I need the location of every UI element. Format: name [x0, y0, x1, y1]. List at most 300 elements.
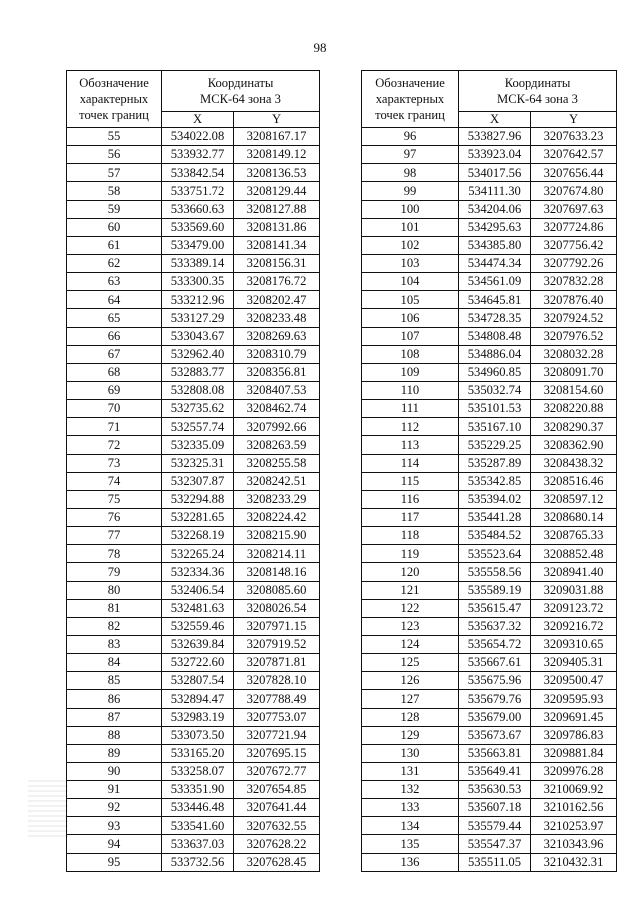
point-number-cell: 84 [67, 654, 162, 672]
point-number-cell: 88 [67, 726, 162, 744]
table-row [67, 291, 320, 309]
y-coordinate-cell: 3210253.97 [531, 817, 617, 835]
y-coordinate-cell: 3208407.53 [234, 381, 320, 399]
y-coordinate-cell: 3207753.07 [234, 708, 320, 726]
coordinates-table-left [66, 70, 320, 872]
point-number-cell: 78 [67, 545, 162, 563]
y-coordinate-cell: 3209405.31 [531, 654, 617, 672]
point-number-cell: 97 [362, 146, 459, 164]
y-coordinate-cell: 3208941.40 [531, 563, 617, 581]
table-row [67, 128, 320, 146]
table-row [67, 853, 320, 871]
y-coordinate-cell: 3207632.55 [234, 817, 320, 835]
x-coordinate-cell: 532807.54 [162, 672, 234, 690]
point-number-cell: 57 [67, 164, 162, 182]
x-coordinate-cell: 533127.29 [162, 309, 234, 327]
x-coordinate-cell: 534960.85 [459, 363, 531, 381]
header-coord-line: Координаты [207, 75, 274, 90]
x-coordinate-cell: 535342.85 [459, 472, 531, 490]
point-number-cell: 83 [67, 635, 162, 653]
y-coordinate-cell: 3210343.96 [531, 835, 617, 853]
table-row [67, 218, 320, 236]
table-row [362, 545, 617, 563]
point-number-cell: 81 [67, 599, 162, 617]
x-coordinate-cell: 534561.09 [459, 273, 531, 291]
y-coordinate-cell: 3208127.88 [234, 200, 320, 218]
y-coordinate-cell: 3208233.29 [234, 490, 320, 508]
x-coordinate-cell: 533351.90 [162, 781, 234, 799]
x-coordinate-cell: 534022.08 [162, 128, 234, 146]
point-number-cell: 124 [362, 635, 459, 653]
point-number-cell: 56 [67, 146, 162, 164]
x-coordinate-cell: 533300.35 [162, 273, 234, 291]
point-number-cell: 82 [67, 617, 162, 635]
point-number-cell: 96 [362, 128, 459, 146]
point-number-cell: 131 [362, 762, 459, 780]
point-number-cell: 95 [67, 853, 162, 871]
point-number-cell: 110 [362, 381, 459, 399]
point-number-cell: 59 [67, 200, 162, 218]
y-coordinate-cell: 3208202.47 [234, 291, 320, 309]
y-coordinate-cell: 3208310.79 [234, 345, 320, 363]
header-coord-line: Координаты [504, 75, 571, 90]
x-coordinate-cell: 532481.63 [162, 599, 234, 617]
x-coordinate-cell: 533446.48 [162, 799, 234, 817]
header-label-line: характерных [375, 92, 445, 106]
x-column-header: X [459, 111, 531, 127]
point-number-cell: 68 [67, 363, 162, 381]
x-coordinate-cell: 534808.48 [459, 327, 531, 345]
point-number-cell: 109 [362, 363, 459, 381]
table-row [67, 273, 320, 291]
y-coordinate-cell: 3209500.47 [531, 672, 617, 690]
point-number-cell: 111 [362, 400, 459, 418]
y-coordinate-cell: 3209976.28 [531, 762, 617, 780]
table-row [362, 762, 617, 780]
x-coordinate-cell: 535649.41 [459, 762, 531, 780]
x-coordinate-cell: 535441.28 [459, 508, 531, 526]
point-number-cell: 85 [67, 672, 162, 690]
point-number-cell: 62 [67, 254, 162, 272]
y-coordinate-cell: 3207792.26 [531, 254, 617, 272]
y-coordinate-cell: 3208149.12 [234, 146, 320, 164]
point-number-cell: 65 [67, 309, 162, 327]
x-coordinate-cell: 533165.20 [162, 744, 234, 762]
y-coordinate-cell: 3208852.48 [531, 545, 617, 563]
table-row [67, 200, 320, 218]
x-coordinate-cell: 533479.00 [162, 236, 234, 254]
point-number-cell: 79 [67, 563, 162, 581]
y-coordinate-cell: 3208141.34 [234, 236, 320, 254]
table-row [362, 581, 617, 599]
y-coordinate-cell: 3208220.88 [531, 400, 617, 418]
x-coordinate-cell: 532281.65 [162, 508, 234, 526]
point-number-cell: 76 [67, 508, 162, 526]
x-coordinate-cell: 532268.19 [162, 527, 234, 545]
point-number-cell: 112 [362, 418, 459, 436]
point-number-cell: 129 [362, 726, 459, 744]
scan-artifact [28, 780, 68, 840]
point-number-cell: 135 [362, 835, 459, 853]
x-coordinate-cell: 533932.77 [162, 146, 234, 164]
table-row [362, 708, 617, 726]
x-coordinate-cell: 532559.46 [162, 617, 234, 635]
x-coordinate-cell: 533212.96 [162, 291, 234, 309]
y-coordinate-cell: 3210432.31 [531, 853, 617, 871]
header-label-line: Обозначение [375, 76, 445, 90]
x-coordinate-cell: 532883.77 [162, 363, 234, 381]
table-row [67, 345, 320, 363]
point-number-cell: 63 [67, 273, 162, 291]
point-number-cell: 61 [67, 236, 162, 254]
x-coordinate-cell: 534728.35 [459, 309, 531, 327]
point-number-cell: 114 [362, 454, 459, 472]
point-number-cell: 75 [67, 490, 162, 508]
point-number-cell: 133 [362, 799, 459, 817]
table-row [362, 472, 617, 490]
point-number-cell: 60 [67, 218, 162, 236]
table-row [362, 654, 617, 672]
x-coordinate-cell: 535673.67 [459, 726, 531, 744]
table-row [362, 164, 617, 182]
point-number-cell: 74 [67, 472, 162, 490]
table-row [67, 654, 320, 672]
table-row [362, 146, 617, 164]
point-number-cell: 101 [362, 218, 459, 236]
point-label-header [67, 71, 162, 128]
table-row [67, 400, 320, 418]
y-coordinate-cell: 3207828.10 [234, 672, 320, 690]
x-coordinate-cell: 535637.32 [459, 617, 531, 635]
y-coordinate-cell: 3208680.14 [531, 508, 617, 526]
point-number-cell: 121 [362, 581, 459, 599]
x-coordinate-cell: 535484.52 [459, 527, 531, 545]
x-coordinate-cell: 535607.18 [459, 799, 531, 817]
point-number-cell: 104 [362, 273, 459, 291]
y-coordinate-cell: 3208131.86 [234, 218, 320, 236]
point-number-cell: 67 [67, 345, 162, 363]
point-number-cell: 69 [67, 381, 162, 399]
x-coordinate-cell: 533732.56 [162, 853, 234, 871]
y-coordinate-cell: 3208269.63 [234, 327, 320, 345]
y-coordinate-cell: 3207628.22 [234, 835, 320, 853]
point-number-cell: 99 [362, 182, 459, 200]
table-row [67, 309, 320, 327]
y-column-header: Y [531, 111, 617, 127]
table-row [362, 617, 617, 635]
point-number-cell: 125 [362, 654, 459, 672]
x-coordinate-cell: 533842.54 [162, 164, 234, 182]
y-coordinate-cell: 3207672.77 [234, 762, 320, 780]
point-number-cell: 89 [67, 744, 162, 762]
x-coordinate-cell: 535679.76 [459, 690, 531, 708]
x-coordinate-cell: 534017.56 [459, 164, 531, 182]
x-coordinate-cell: 535675.96 [459, 672, 531, 690]
x-column-header: X [162, 111, 234, 127]
table-row [362, 490, 617, 508]
point-number-cell: 72 [67, 436, 162, 454]
x-coordinate-cell: 532325.31 [162, 454, 234, 472]
table-row [362, 563, 617, 581]
y-coordinate-cell: 3208597.12 [531, 490, 617, 508]
y-coordinate-cell: 3208154.60 [531, 381, 617, 399]
table-row [67, 617, 320, 635]
point-label-header [362, 71, 459, 128]
table-row [67, 744, 320, 762]
x-coordinate-cell: 532983.19 [162, 708, 234, 726]
header-label-line: точек границ [375, 108, 445, 122]
y-coordinate-cell: 3208290.37 [531, 418, 617, 436]
x-coordinate-cell: 535394.02 [459, 490, 531, 508]
y-coordinate-cell: 3208255.58 [234, 454, 320, 472]
point-number-cell: 117 [362, 508, 459, 526]
header-label-line: точек границ [79, 108, 149, 122]
y-coordinate-cell: 3209881.84 [531, 744, 617, 762]
table-row [67, 672, 320, 690]
header-label-line: Обозначение [79, 76, 149, 90]
table-row [362, 218, 617, 236]
x-coordinate-cell: 533827.96 [459, 128, 531, 146]
table-row [67, 708, 320, 726]
x-coordinate-cell: 535589.19 [459, 581, 531, 599]
table-row [67, 254, 320, 272]
table-row [67, 581, 320, 599]
y-coordinate-cell: 3208765.33 [531, 527, 617, 545]
point-number-cell: 136 [362, 853, 459, 871]
x-coordinate-cell: 532294.88 [162, 490, 234, 508]
x-coordinate-cell: 534385.80 [459, 236, 531, 254]
x-coordinate-cell: 535679.00 [459, 708, 531, 726]
x-coordinate-cell: 535167.10 [459, 418, 531, 436]
table-row [67, 164, 320, 182]
y-coordinate-cell: 3209031.88 [531, 581, 617, 599]
x-coordinate-cell: 532307.87 [162, 472, 234, 490]
point-number-cell: 86 [67, 690, 162, 708]
x-coordinate-cell: 535287.89 [459, 454, 531, 472]
y-coordinate-cell: 3207654.85 [234, 781, 320, 799]
table-row [362, 273, 617, 291]
table-row [362, 363, 617, 381]
x-coordinate-cell: 535229.25 [459, 436, 531, 454]
y-coordinate-cell: 3207788.49 [234, 690, 320, 708]
y-coordinate-cell: 3208242.51 [234, 472, 320, 490]
x-coordinate-cell: 535558.56 [459, 563, 531, 581]
point-number-cell: 108 [362, 345, 459, 363]
point-number-cell: 102 [362, 236, 459, 254]
point-number-cell: 119 [362, 545, 459, 563]
y-coordinate-cell: 3208224.42 [234, 508, 320, 526]
y-coordinate-cell: 3208214.11 [234, 545, 320, 563]
x-coordinate-cell: 534204.06 [459, 200, 531, 218]
table-row [67, 726, 320, 744]
y-coordinate-cell: 3208167.17 [234, 128, 320, 146]
table-row [67, 381, 320, 399]
table-row [362, 436, 617, 454]
y-coordinate-cell: 3208129.44 [234, 182, 320, 200]
x-coordinate-cell: 532962.40 [162, 345, 234, 363]
x-coordinate-cell: 534111.30 [459, 182, 531, 200]
x-coordinate-cell: 532335.09 [162, 436, 234, 454]
point-number-cell: 118 [362, 527, 459, 545]
x-coordinate-cell: 535032.74 [459, 381, 531, 399]
table-row [67, 599, 320, 617]
x-coordinate-cell: 532334.36 [162, 563, 234, 581]
y-coordinate-cell: 3209786.83 [531, 726, 617, 744]
point-number-cell: 77 [67, 527, 162, 545]
table-row [67, 762, 320, 780]
header-coord-line: МСК-64 зона 3 [497, 91, 578, 106]
y-coordinate-cell: 3207976.52 [531, 327, 617, 345]
x-coordinate-cell: 532265.24 [162, 545, 234, 563]
x-coordinate-cell: 532639.84 [162, 635, 234, 653]
y-coordinate-cell: 3207721.94 [234, 726, 320, 744]
x-coordinate-cell: 533043.67 [162, 327, 234, 345]
header-label-line: характерных [79, 92, 149, 106]
point-number-cell: 106 [362, 309, 459, 327]
table-row [362, 128, 617, 146]
point-number-cell: 107 [362, 327, 459, 345]
coordinates-header [459, 71, 617, 112]
y-coordinate-cell: 3209691.45 [531, 708, 617, 726]
table-row [67, 799, 320, 817]
x-coordinate-cell: 532735.62 [162, 400, 234, 418]
point-number-cell: 127 [362, 690, 459, 708]
y-coordinate-cell: 3208362.90 [531, 436, 617, 454]
y-coordinate-cell: 3210162.56 [531, 799, 617, 817]
y-coordinate-cell: 3207697.63 [531, 200, 617, 218]
y-coordinate-cell: 3207992.66 [234, 418, 320, 436]
y-coordinate-cell: 3208026.54 [234, 599, 320, 617]
y-coordinate-cell: 3207641.44 [234, 799, 320, 817]
x-coordinate-cell: 535523.64 [459, 545, 531, 563]
table-row [67, 527, 320, 545]
x-coordinate-cell: 535654.72 [459, 635, 531, 653]
x-coordinate-cell: 533073.50 [162, 726, 234, 744]
point-number-cell: 92 [67, 799, 162, 817]
page-number: 98 [313, 40, 327, 55]
point-number-cell: 64 [67, 291, 162, 309]
x-coordinate-cell: 533541.60 [162, 817, 234, 835]
table-row [67, 327, 320, 345]
x-coordinate-cell: 533660.63 [162, 200, 234, 218]
x-coordinate-cell: 533637.03 [162, 835, 234, 853]
x-coordinate-cell: 535101.53 [459, 400, 531, 418]
point-number-cell: 71 [67, 418, 162, 436]
table-row [362, 508, 617, 526]
y-coordinate-cell: 3209595.93 [531, 690, 617, 708]
y-coordinate-cell: 3208215.90 [234, 527, 320, 545]
x-coordinate-cell: 533569.60 [162, 218, 234, 236]
x-coordinate-cell: 535511.05 [459, 853, 531, 871]
y-coordinate-cell: 3207756.42 [531, 236, 617, 254]
y-coordinate-cell: 3207724.86 [531, 218, 617, 236]
header-coord-line: МСК-64 зона 3 [200, 91, 281, 106]
table-row [67, 635, 320, 653]
table-body-right [362, 128, 617, 872]
point-number-cell: 128 [362, 708, 459, 726]
table-row [67, 146, 320, 164]
x-coordinate-cell: 535547.37 [459, 835, 531, 853]
y-coordinate-cell: 3208263.59 [234, 436, 320, 454]
point-number-cell: 116 [362, 490, 459, 508]
y-coordinate-cell: 3207674.80 [531, 182, 617, 200]
point-number-cell: 90 [67, 762, 162, 780]
table-row [362, 635, 617, 653]
table-row [67, 418, 320, 436]
table-row [362, 781, 617, 799]
y-coordinate-cell: 3208136.53 [234, 164, 320, 182]
point-number-cell: 122 [362, 599, 459, 617]
table-row [362, 400, 617, 418]
point-number-cell: 105 [362, 291, 459, 309]
table-row [67, 781, 320, 799]
x-coordinate-cell: 535667.61 [459, 654, 531, 672]
table-row [362, 327, 617, 345]
point-number-cell: 115 [362, 472, 459, 490]
table-row [362, 690, 617, 708]
x-coordinate-cell: 532808.08 [162, 381, 234, 399]
table-row [362, 254, 617, 272]
table-row [67, 436, 320, 454]
table-row [362, 726, 617, 744]
y-coordinate-cell: 3208233.48 [234, 309, 320, 327]
table-row [362, 527, 617, 545]
y-coordinate-cell: 3207633.23 [531, 128, 617, 146]
y-coordinate-cell: 3207876.40 [531, 291, 617, 309]
x-coordinate-cell: 535579.44 [459, 817, 531, 835]
table-row [67, 817, 320, 835]
y-coordinate-cell: 3208516.46 [531, 472, 617, 490]
point-number-cell: 130 [362, 744, 459, 762]
point-number-cell: 100 [362, 200, 459, 218]
y-coordinate-cell: 3209216.72 [531, 617, 617, 635]
x-coordinate-cell: 533389.14 [162, 254, 234, 272]
table-row [362, 291, 617, 309]
x-coordinate-cell: 534645.81 [459, 291, 531, 309]
point-number-cell: 113 [362, 436, 459, 454]
y-coordinate-cell: 3208091.70 [531, 363, 617, 381]
y-coordinate-cell: 3207656.44 [531, 164, 617, 182]
y-coordinate-cell: 3207871.81 [234, 654, 320, 672]
y-coordinate-cell: 3208176.72 [234, 273, 320, 291]
point-number-cell: 70 [67, 400, 162, 418]
table-row [67, 545, 320, 563]
table-row [67, 472, 320, 490]
table-row [67, 690, 320, 708]
table-row [67, 363, 320, 381]
y-coordinate-cell: 3207695.15 [234, 744, 320, 762]
point-number-cell: 94 [67, 835, 162, 853]
table-row [67, 508, 320, 526]
table-row [362, 345, 617, 363]
point-number-cell: 126 [362, 672, 459, 690]
y-coordinate-cell: 3210069.92 [531, 781, 617, 799]
x-coordinate-cell: 532722.60 [162, 654, 234, 672]
table-row [67, 182, 320, 200]
y-coordinate-cell: 3208156.31 [234, 254, 320, 272]
table-row [362, 817, 617, 835]
y-coordinate-cell: 3208462.74 [234, 400, 320, 418]
table-row [67, 490, 320, 508]
point-number-cell: 66 [67, 327, 162, 345]
y-coordinate-cell: 3208148.16 [234, 563, 320, 581]
point-number-cell: 93 [67, 817, 162, 835]
table-row [67, 563, 320, 581]
y-column-header: Y [234, 111, 320, 127]
y-coordinate-cell: 3208032.28 [531, 345, 617, 363]
y-coordinate-cell: 3208085.60 [234, 581, 320, 599]
point-number-cell: 134 [362, 817, 459, 835]
